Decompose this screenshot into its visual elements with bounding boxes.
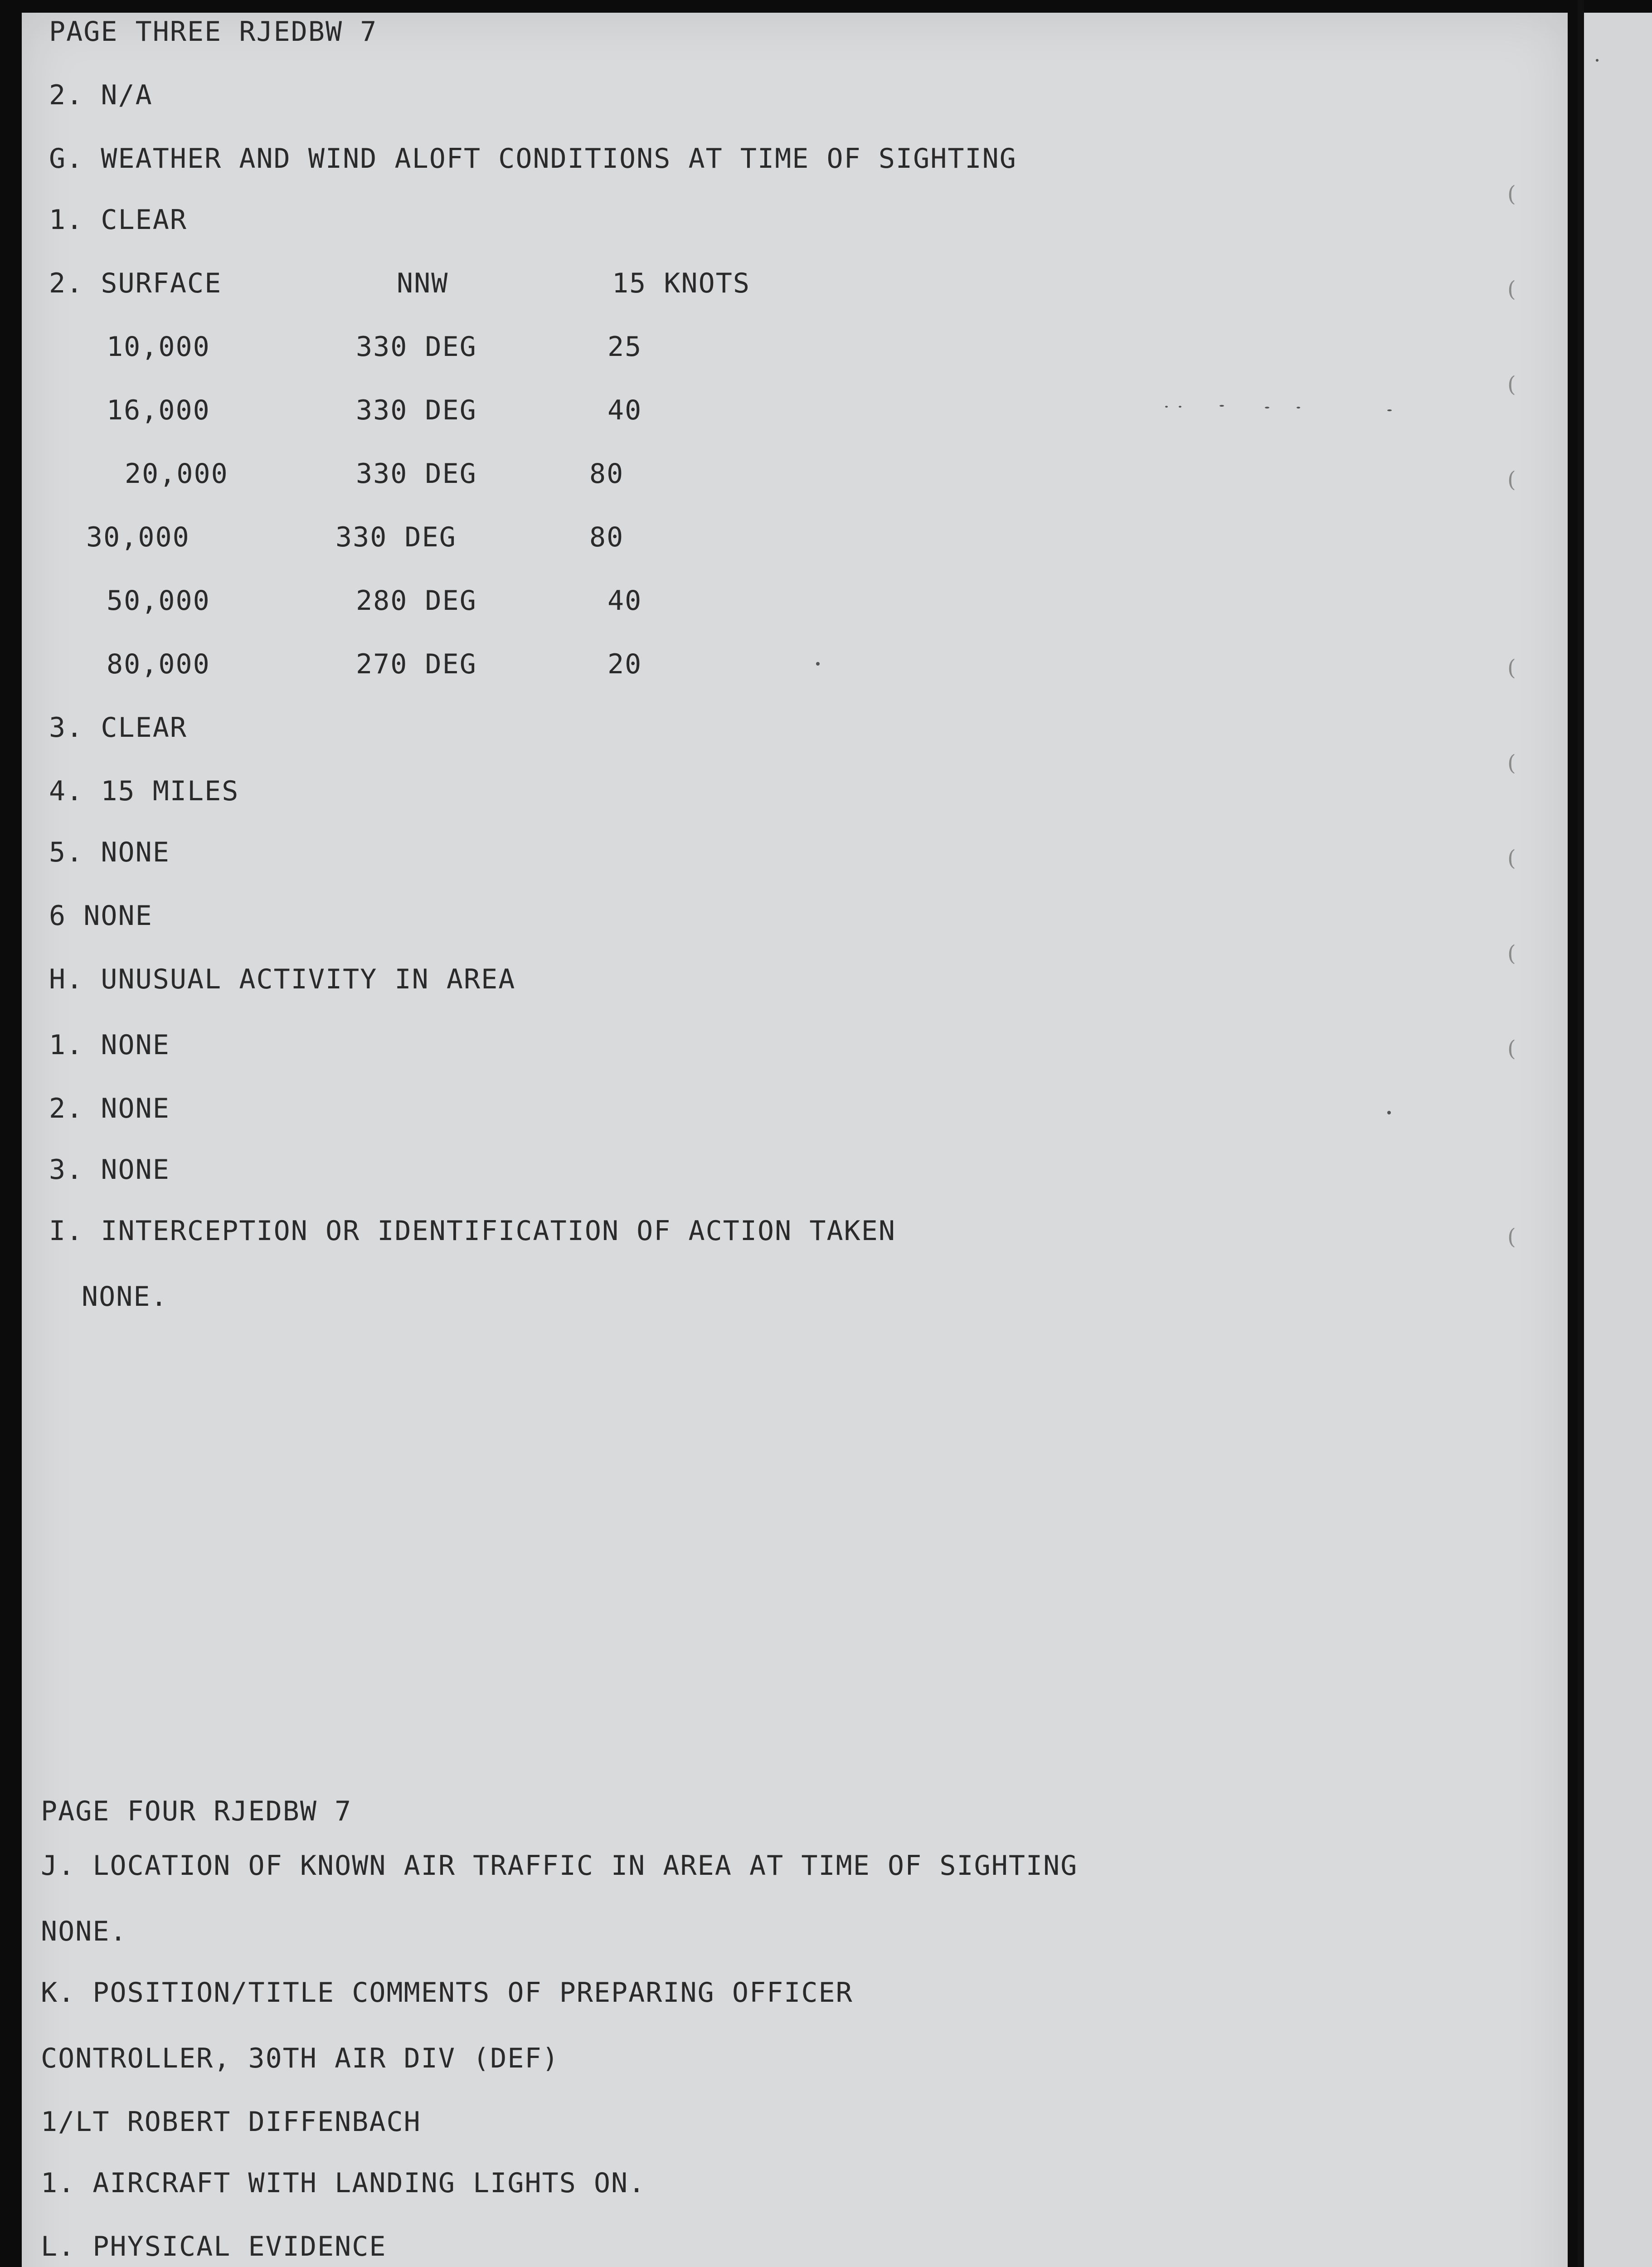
wind-speed: 80 [589,521,624,553]
g5-line: 5. NONE [49,837,170,868]
document-page [22,13,1568,2267]
surface-direction: NNW [397,268,449,299]
wind-speed: 80 [589,458,624,490]
g6-line: 6 NONE [49,900,153,932]
film-speck [1265,407,1269,409]
wind-altitude: 30,000 [86,521,190,553]
wind-altitude: 10,000 [107,331,210,363]
wind-speed: 20 [607,648,642,680]
surface-speed: 15 KNOTS [612,268,750,299]
g1-line: 1. CLEAR [49,204,187,236]
section-l-heading: L. PHYSICAL EVIDENCE [41,2231,387,2262]
h1-line: 1. NONE [49,1029,170,1061]
margin-mark: ( [1507,277,1516,302]
wind-direction: 330 DEG [356,331,477,363]
k-line-3: 1. AIRCRAFT WITH LANDING LIGHTS ON. [41,2167,646,2199]
margin-mark: ( [1507,467,1516,492]
g3-line: 3. CLEAR [49,712,187,744]
h2-line: 2. NONE [49,1093,170,1124]
item-2-na: 2. N/A [49,79,153,111]
section-i-heading: I. INTERCEPTION OR IDENTIFICATION OF ACTION TAKEN [49,1215,896,1247]
surface-label: 2. SURFACE [49,268,222,299]
film-edge-border [1578,0,1584,2267]
page-four-header: PAGE FOUR RJEDBW 7 [41,1795,352,1827]
section-h-heading: H. UNUSUAL ACTIVITY IN AREA [49,963,516,995]
film-speck [1387,1111,1391,1114]
margin-mark: ( [1507,846,1516,871]
margin-mark: ( [1507,655,1516,681]
wind-direction: 270 DEG [356,648,477,680]
i-value: NONE. [82,1281,168,1313]
wind-speed: 40 [607,394,642,426]
margin-mark: ( [1507,941,1516,966]
wind-speed: 40 [607,585,642,617]
wind-direction: 280 DEG [356,585,477,617]
wind-direction: 330 DEG [356,458,477,490]
wind-direction: 330 DEG [356,394,477,426]
g4-line: 4. 15 MILES [49,775,239,807]
film-speck [1220,405,1224,407]
k-line-1: CONTROLLER, 30TH AIR DIV (DEF) [41,2043,559,2074]
margin-mark: ( [1507,181,1516,207]
section-g-heading: G. WEATHER AND WIND ALOFT CONDITIONS AT TIME OF SIGHTING [49,143,1017,175]
margin-mark: ( [1507,750,1516,776]
wind-altitude: 50,000 [107,585,210,617]
margin-strip [1584,13,1652,2267]
film-speck [1387,409,1392,411]
margin-mark: ( [1507,1224,1516,1250]
wind-altitude: 16,000 [107,394,210,426]
wind-direction: 330 DEG [335,521,457,553]
margin-mark: ( [1507,1036,1516,1061]
film-speck [1596,59,1599,62]
margin-mark: ( [1507,372,1516,397]
wind-speed: 25 [607,331,642,363]
film-speck [1165,406,1168,408]
film-speck [1179,406,1181,408]
wind-altitude: 20,000 [125,458,228,490]
k-line-2: 1/LT ROBERT DIFFENBACH [41,2106,421,2138]
film-speck [816,662,820,666]
page-three-header: PAGE THREE RJEDBW 7 [49,16,378,48]
h3-line: 3. NONE [49,1154,170,1186]
j-value: NONE. [41,1916,127,1947]
film-speck [1297,407,1300,409]
section-k-heading: K. POSITION/TITLE COMMENTS OF PREPARING OFFICER [41,1977,853,2009]
section-j-heading: J. LOCATION OF KNOWN AIR TRAFFIC IN AREA AT TIME OF SIGHTING [41,1850,1078,1882]
wind-altitude: 80,000 [107,648,210,680]
